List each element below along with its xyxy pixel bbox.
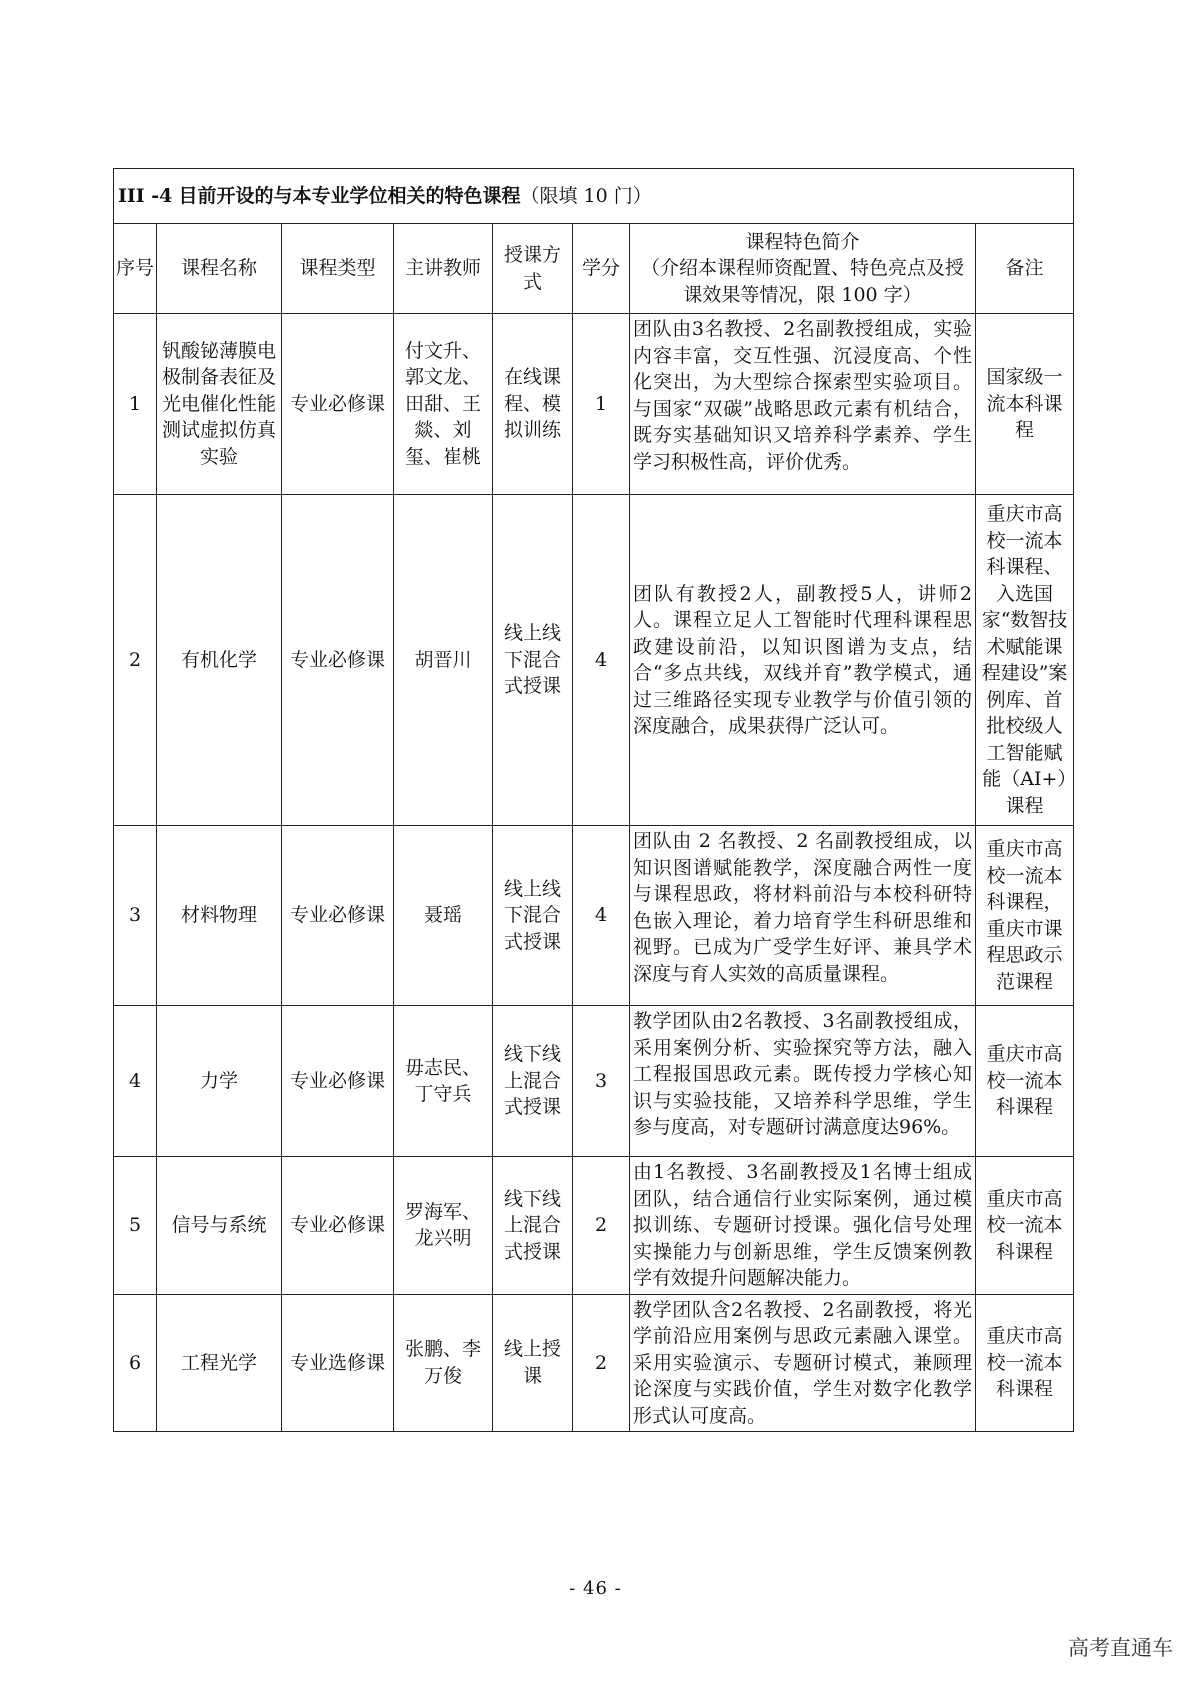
cell-credit: 3 [573, 1006, 630, 1157]
table-row [114, 1294, 1074, 1432]
cell-course-name: 力学 [157, 1006, 282, 1157]
cell-credit: 4 [573, 495, 630, 826]
table-row [114, 495, 1074, 826]
cell-teaching-mode: 线上线下混合式授课 [493, 495, 573, 826]
cell-course-intro: 教学团队含2名教授、2名副教授，将光学前沿应用案例与思政元素融入课堂。采用实验演示、专题研讨模式，兼顾理论深度与实践价值，学生对数字化教学形式认可度高。 [630, 1294, 976, 1432]
cell-remark: 重庆市高校一流本科课程 [976, 1294, 1074, 1432]
header-teaching-mode: 授课方式 [493, 224, 573, 314]
cell-teacher: 罗海军、龙兴明 [394, 1157, 493, 1295]
cell-course-name: 有机化学 [157, 495, 282, 826]
cell-remark: 国家级一流本科课程 [976, 314, 1074, 495]
cell-seq: 2 [114, 495, 157, 826]
featured-courses-table [113, 168, 1074, 1432]
header-seq: 序号 [114, 224, 157, 314]
cell-remark: 重庆市高校一流本科课程 [976, 1157, 1074, 1295]
table-row [114, 1157, 1074, 1295]
cell-course-type: 专业必修课 [282, 495, 394, 826]
page-number: - 46 - [569, 1578, 622, 1599]
cell-teaching-mode: 线上线下混合式授课 [493, 826, 573, 1006]
cell-course-intro: 由1名教授、3名副教授及1名博士组成团队，结合通信行业实际案例，通过模拟训练、专题研讨授课。强化信号处理实操能力与创新思维，学生反馈案例教学有效提升问题解决能力。 [630, 1157, 976, 1295]
header-remark: 备注 [976, 224, 1074, 314]
cell-course-intro: 团队有教授2人，副教授5人，讲师2人。课程立足人工智能时代理科课程思政建设前沿，以知识图谱为支点，结合“多点共线，双线并育”教学模式，通过三维路径实现专业教学与价值引领的深度融合，成果获得广泛认可。 [630, 495, 976, 826]
cell-course-type: 专业必修课 [282, 1157, 394, 1295]
cell-teacher: 胡晋川 [394, 495, 493, 826]
cell-teaching-mode: 线下线上混合式授课 [493, 1006, 573, 1157]
cell-remark: 重庆市高校一流本科课程，重庆市课程思政示范课程 [976, 826, 1074, 1006]
cell-course-intro: 团队由3名教授、2名副教授组成，实验内容丰富，交互性强、沉浸度高、个性化突出，为大型综合探索型实验项目。与国家“双碳”战略思政元素有机结合，既夯实基础知识又培养科学素养、学生学习积极性高，评价优秀。 [630, 314, 976, 495]
cell-remark: 重庆市高校一流本科课程 [976, 1006, 1074, 1157]
header-course-name: 课程名称 [157, 224, 282, 314]
cell-seq: 5 [114, 1157, 157, 1295]
header-credit: 学分 [573, 224, 630, 314]
cell-seq: 6 [114, 1294, 157, 1432]
cell-seq: 1 [114, 314, 157, 495]
cell-teacher: 聂瑶 [394, 826, 493, 1006]
cell-course-intro: 教学团队由2名教授、3名副教授组成，采用案例分析、实验探究等方法，融入工程报国思政元素。既传授力学核心知识与实验技能，又培养科学思维，学生参与度高，对专题研讨满意度达96%。 [630, 1006, 976, 1157]
cell-course-name: 钒酸铋薄膜电极制备表征及光电催化性能测试虚拟仿真实验 [157, 314, 282, 495]
cell-course-type: 专业必修课 [282, 826, 394, 1006]
cell-credit: 4 [573, 826, 630, 1006]
cell-seq: 4 [114, 1006, 157, 1157]
cell-course-type: 专业必修课 [282, 314, 394, 495]
table-header-row [114, 224, 1074, 314]
header-teacher: 主讲教师 [394, 224, 493, 314]
cell-teacher: 毋志民、丁守兵 [394, 1006, 493, 1157]
table-title-limit: （限填 10 门） [520, 184, 652, 207]
watermark-text: 高考直通车 [1068, 1636, 1173, 1660]
cell-teaching-mode: 在线课程、模拟训练 [493, 314, 573, 495]
table-row [114, 314, 1074, 495]
header-intro-note: （介绍本课程师资配置、特色亮点及授课效果等情况，限 100 字） [640, 257, 964, 306]
cell-course-intro: 团队由 2 名教授、2 名副教授组成，以知识图谱赋能教学，深度融合两性一度与课程思政，将材料前沿与本校科研特色嵌入理论，着力培育学生科研思维和视野。已成为广受学生好评、兼具学术深度与育人实效的高质量课程。 [630, 826, 976, 1006]
cell-course-name: 信号与系统 [157, 1157, 282, 1295]
cell-teaching-mode: 线下线上混合式授课 [493, 1157, 573, 1295]
cell-credit: 2 [573, 1157, 630, 1295]
header-intro-title: 课程特色简介 [745, 230, 860, 253]
cell-teaching-mode: 线上授课 [493, 1294, 573, 1432]
header-course-intro [630, 224, 976, 314]
cell-credit: 2 [573, 1294, 630, 1432]
cell-credit: 1 [573, 314, 630, 495]
cell-course-type: 专业必修课 [282, 1006, 394, 1157]
cell-course-type: 专业选修课 [282, 1294, 394, 1432]
cell-seq: 3 [114, 826, 157, 1006]
cell-course-name: 材料物理 [157, 826, 282, 1006]
table-row [114, 826, 1074, 1006]
header-course-type: 课程类型 [282, 224, 394, 314]
table-title-code: III -4 [118, 184, 173, 207]
table-title-text: 目前开设的与本专业学位相关的特色课程 [178, 184, 521, 207]
cell-teacher: 张鹏、李万俊 [394, 1294, 493, 1432]
table-row [114, 1006, 1074, 1157]
cell-teacher: 付文升、郭文龙、田甜、王燚、刘玺、崔桃 [394, 314, 493, 495]
cell-remark: 重庆市高校一流本科课程、入选国家“数智技术赋能课程建设”案例库、首批校级人工智能赋能（AI+）课程 [976, 495, 1074, 826]
cell-course-name: 工程光学 [157, 1294, 282, 1432]
table-title [114, 169, 1074, 224]
